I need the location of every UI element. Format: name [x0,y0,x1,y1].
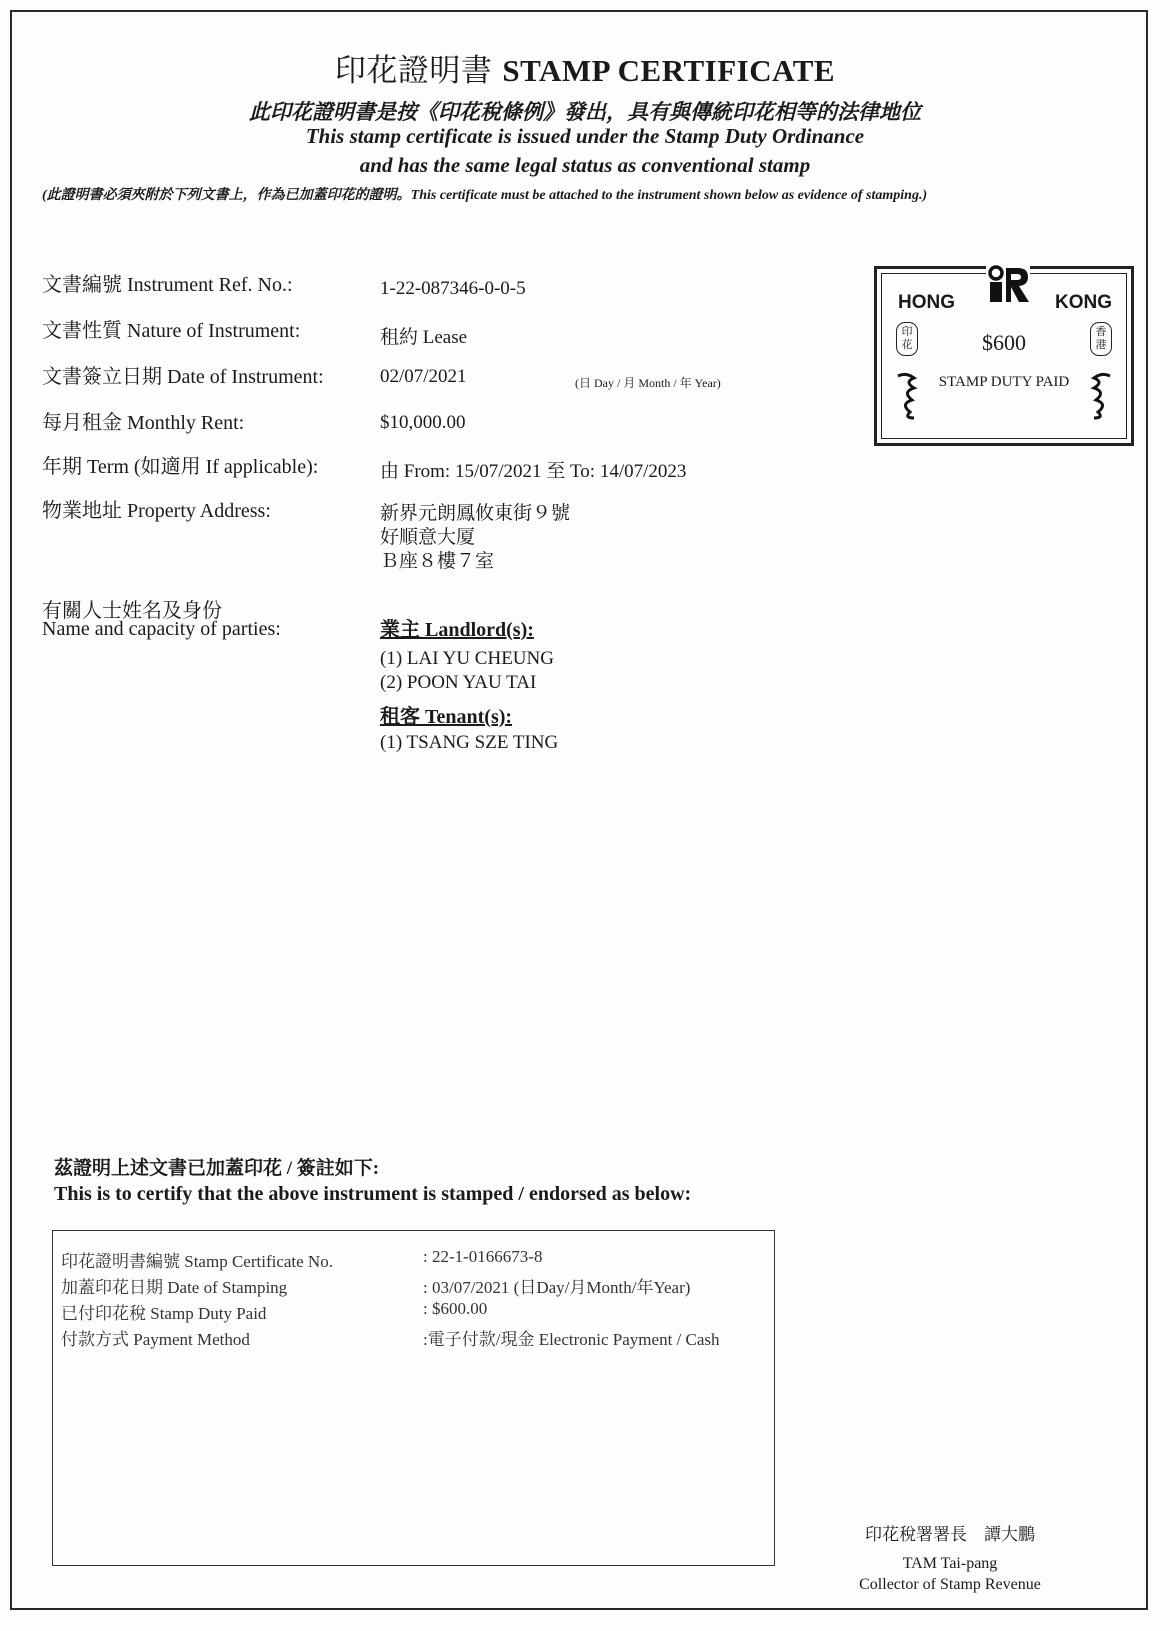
collector-title-english: Collector of Stamp Revenue [859,1576,1041,1593]
date-label: 文書簽立日期 Date of Instrument: [42,366,324,388]
seal-right-icon: 香港 [1090,322,1112,356]
ird-logo-icon [986,264,1030,304]
attachment-note: (此證明書必須夾附於下列文書上，作為已加蓋印花的證明。This certificate must be attached to the instrument shown below as evidence of stamping.) [42,188,928,203]
certify-line-chinese: 茲證明上述文書已加蓋印花 / 簽註如下: [54,1158,380,1179]
landlord-heading: 業主 Landlord(s): [380,619,534,641]
ornament-right-icon [1090,372,1114,422]
landlord-2: (2) POON YAU TAI [380,672,537,693]
rent-label: 每月租金 Monthly Rent: [42,412,245,434]
address-line-2: 好順意大厦 [380,527,476,548]
duty-paid-label: 已付印花稅 Stamp Duty Paid [61,1304,267,1323]
payment-method-value: :電子付款/現金 Electronic Payment / Cash [423,1330,720,1349]
collector-name: TAM Tai-pang [902,1555,998,1572]
subtitle-english-line1: This stamp certificate is issued under the Stamp Duty Ordinance [305,124,865,148]
stamp-kong: KONG [1055,292,1112,313]
title-english: STAMP CERTIFICATE [502,53,836,88]
stamp-hong: HONG [898,292,955,313]
parties-label-english: Name and capacity of parties: [42,618,281,640]
address-line-1: 新界元朗鳳攸東街９號 [380,503,571,524]
parties-label-chinese: 有關人士姓名及身份 [42,600,222,622]
date-format-hint: (日 Day / 月 Month / 年 Year) [575,376,721,390]
rent-value: $10,000.00 [380,412,466,433]
date-value: 02/07/2021 [380,366,467,387]
title-chinese: 印花證明書 [334,53,493,88]
address-label: 物業地址 Property Address: [42,500,271,522]
duty-paid-value: : $600.00 [423,1299,488,1318]
address-line-3: Ｂ座８樓７室 [380,551,495,572]
payment-method-label: 付款方式 Payment Method [61,1330,250,1349]
subtitle-english-line2: and has the same legal status as conventional stamp [359,153,811,177]
collector-title-chinese: 印花稅署署長 譚大鵬 [865,1525,1035,1544]
certify-line-english: This is to certify that the above instrument is stamped / endorsed as below: [54,1183,692,1205]
stamping-date-label: 加蓋印花日期 Date of Stamping [61,1278,288,1297]
nature-label: 文書性質 Nature of Instrument: [42,320,301,342]
subtitle-chinese: 此印花證明書是按《印花稅條例》發出，具有與傳統印花相等的法律地位 [249,100,921,124]
ornament-left-icon [894,372,918,422]
landlord-1: (1) LAI YU CHEUNG [380,648,554,669]
page-title [0,45,1170,90]
term-value: 由 From: 15/07/2021 至 To: 14/07/2023 [380,461,687,482]
cert-no-value: : 22-1-0166673-8 [423,1247,543,1266]
stamp-amount: $600 [982,330,1026,355]
seal-left-icon: 印花 [896,322,918,356]
tenant-1: (1) TSANG SZE TING [380,732,559,753]
nature-value: 租約 Lease [380,327,468,348]
tenant-heading: 租客 Tenant(s): [380,706,513,728]
ref-label: 文書編號 Instrument Ref. No.: [42,274,293,296]
stamp-inner-border [881,273,1127,439]
stamp-duty-paid-stamp [874,266,1134,446]
stamping-date-value: : 03/07/2021 (日Day/月Month/年Year) [423,1278,691,1297]
ref-value: 1-22-087346-0-0-5 [380,278,526,299]
certificate-details-box [52,1230,775,1566]
cert-no-label: 印花證明書編號 Stamp Certificate No. [61,1252,333,1271]
stamp-label: STAMP DUTY PAID [938,374,1070,390]
term-label: 年期 Term (如適用 If applicable): [42,456,319,478]
